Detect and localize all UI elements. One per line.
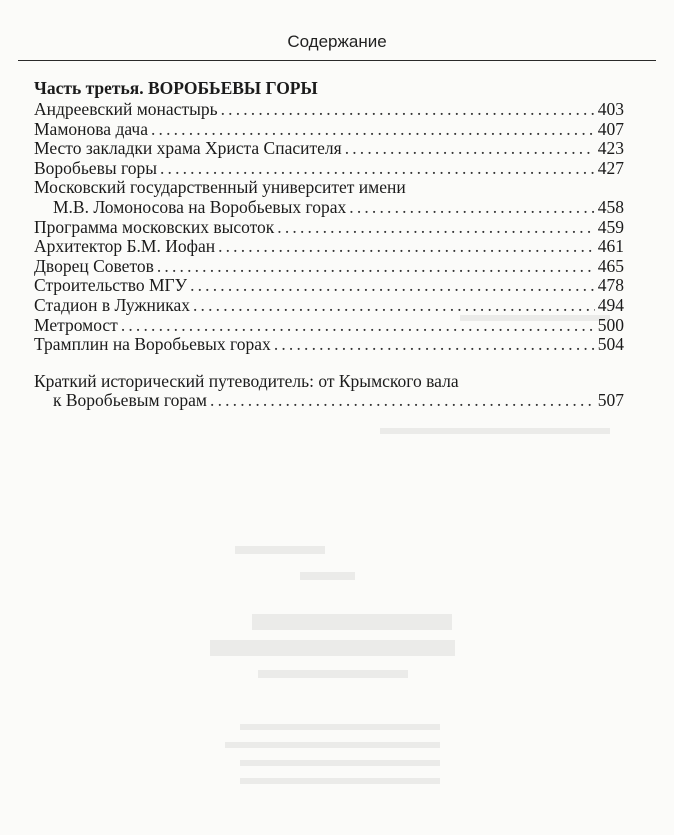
part-title: Часть третья. ВОРОБЬЕВЫ ГОРЫ	[34, 78, 318, 98]
toc-entry-page: 500	[597, 314, 624, 335]
header-rule	[18, 60, 656, 61]
leader-dots	[193, 296, 595, 316]
leader-dots	[157, 257, 595, 277]
toc-entry	[34, 257, 624, 277]
toc-entry-page: 461	[597, 236, 624, 257]
toc-entry-page: 459	[597, 216, 624, 237]
toc-entry	[34, 237, 624, 257]
toc-entry-title: Строительство МГУ	[34, 275, 188, 296]
toc-entry-title: Трамплин на Воробьевых горах	[34, 334, 271, 355]
toc-entry-title: к Воробьевым горам	[53, 390, 208, 411]
toc-entry	[34, 296, 624, 316]
leader-dots	[277, 218, 594, 238]
toc-entry-title: Дворец Советов	[34, 255, 154, 276]
toc-entry	[34, 100, 624, 120]
toc-entry	[34, 218, 624, 238]
toc-entry-page: 494	[597, 294, 624, 315]
toc-entry	[34, 159, 624, 179]
toc-entry-page: 478	[597, 275, 624, 296]
toc-entry-title: Программа московских высоток	[34, 216, 275, 237]
leader-dots	[210, 391, 595, 411]
toc-entry	[34, 335, 624, 355]
toc-entry-title: Архитектор Б.М. Иофан	[34, 236, 216, 257]
toc-entry	[34, 316, 624, 336]
leader-dots	[349, 198, 594, 218]
leader-dots	[160, 159, 595, 179]
leader-dots	[274, 335, 595, 355]
toc-entry	[34, 198, 624, 218]
toc-entry-page: 427	[597, 157, 624, 178]
toc-entry	[34, 139, 624, 159]
leader-dots	[190, 276, 595, 296]
toc-entry-page: 465	[597, 255, 624, 276]
table-of-contents	[34, 79, 624, 411]
toc-entry-page: 458	[597, 196, 624, 217]
toc-entry-page: 423	[597, 138, 624, 159]
toc-entry-multiline	[34, 178, 624, 217]
toc-entry	[34, 276, 624, 296]
leader-dots	[151, 120, 595, 140]
toc-entry-title: Место закладки храма Христа Спасителя	[34, 138, 342, 159]
leader-dots	[221, 100, 595, 120]
toc-entry-page: 504	[597, 334, 624, 355]
toc-entry-title-line1: Московский государственный университет имени	[34, 177, 406, 198]
toc-entry	[34, 391, 624, 411]
toc-entry-title: Андреевский монастырь	[34, 99, 218, 119]
toc-entry	[34, 120, 624, 140]
toc-entry-multiline	[34, 372, 624, 411]
toc-entry-page: 407	[597, 118, 624, 139]
toc-entry-title: Воробьевы горы	[34, 157, 157, 178]
toc-entry-page: 403	[597, 99, 624, 119]
toc-entry-title: Мамонова дача	[34, 118, 148, 139]
toc-entry-title-line1: Краткий исторический путеводитель: от Крымского вала	[34, 370, 459, 391]
toc-entry-title: М.В. Ломоносова на Воробьевых горах	[53, 196, 347, 217]
toc-entry-title: Стадион в Лужниках	[34, 294, 190, 315]
toc-entry-title: Метромост	[34, 314, 118, 335]
running-head: Содержание	[287, 32, 387, 51]
toc-entry-page: 507	[597, 390, 624, 411]
leader-dots	[121, 316, 595, 336]
leader-dots	[218, 237, 595, 257]
leader-dots	[345, 139, 595, 159]
spacer	[34, 355, 624, 372]
